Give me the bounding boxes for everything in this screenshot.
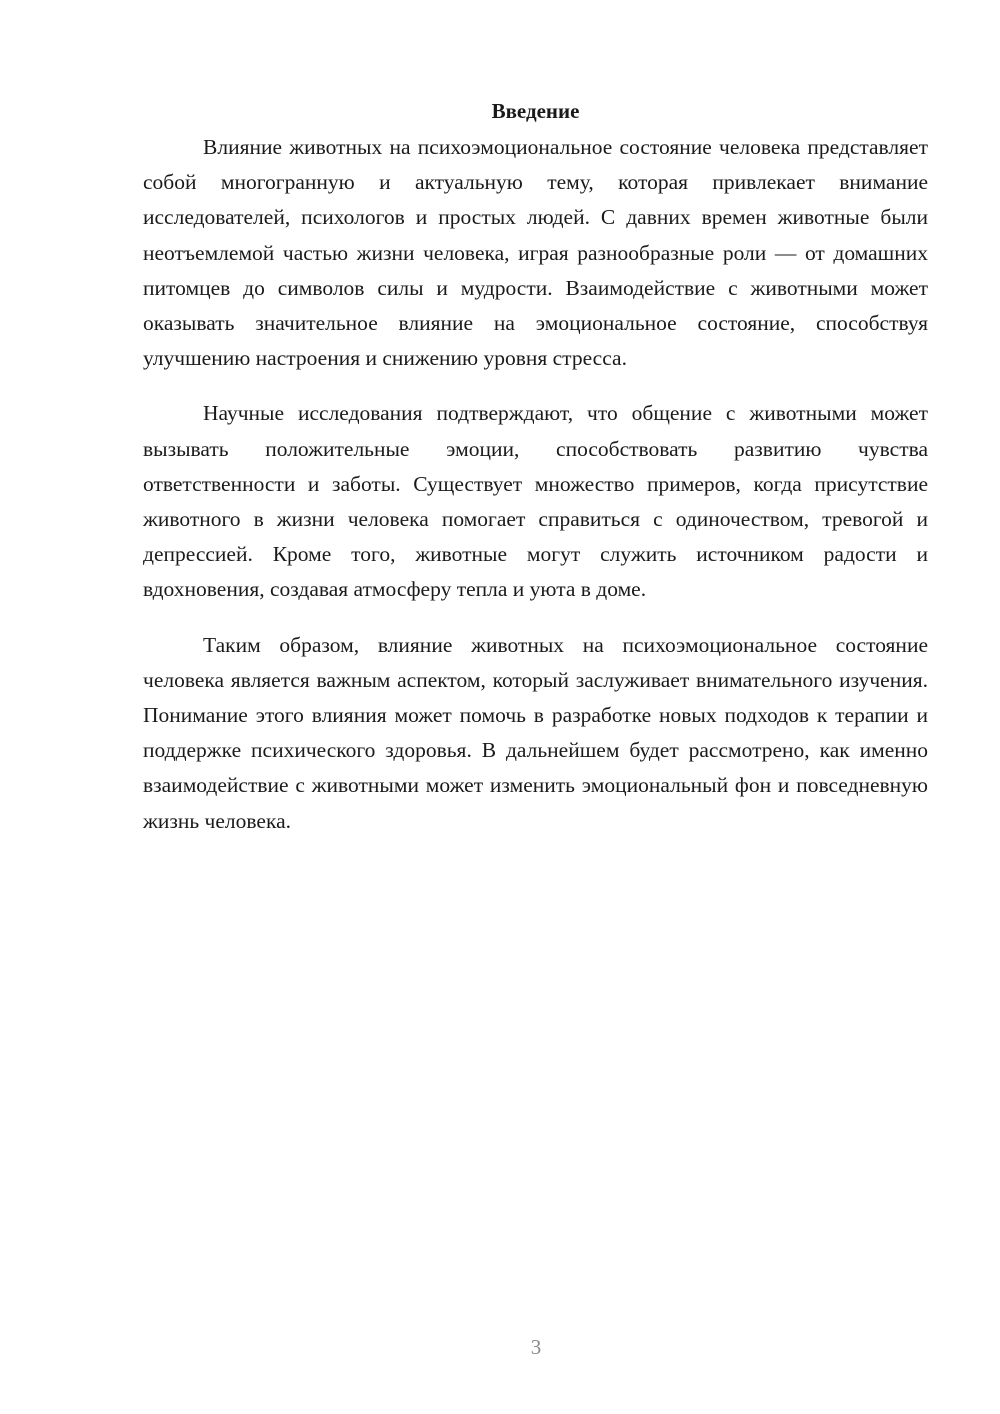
page-number: 3 xyxy=(530,1335,542,1359)
page-content xyxy=(143,96,928,859)
paragraph-2: Научные исследования подтверждают, что общение с животными может вызывать положительные эмоции, способствовать развитию чувства ответственности и заботы. Существует множество примеров, когда присутствие животного в жизни человека помогает справиться с одиночеством, тревогой и депрессией. Кроме того, животные могут служить источником радости и вдохновения, создавая атмосферу тепла и уюта в доме. xyxy=(143,401,928,602)
section-heading: Введение xyxy=(491,99,580,123)
paragraph-1: Влияние животных на психоэмоциональное состояние человека представляет собой многогранную и актуальную тему, которая привлекает внимание исследователей, психологов и простых людей. С давних времен животные были неотъемлемой частью жизни человека, играя разнообразные роли — от домашних питомцев до символов силы и мудрости. Взаимодействие с животными может оказывать значительное влияние на эмоциональное состояние, способствуя улучшению настроения и снижению уровня стресса. xyxy=(143,135,928,371)
paragraph-3: Таким образом, влияние животных на психоэмоциональное состояние человека является важным аспектом, который заслуживает внимательного изучения. Понимание этого влияния может помочь в разработке новых подходов к терапии и поддержке психического здоровья. В дальнейшем будет рассмотрено, как именно взаимодействие с животными может изменить эмоциональный фон и повседневную жизнь человека. xyxy=(143,632,928,833)
